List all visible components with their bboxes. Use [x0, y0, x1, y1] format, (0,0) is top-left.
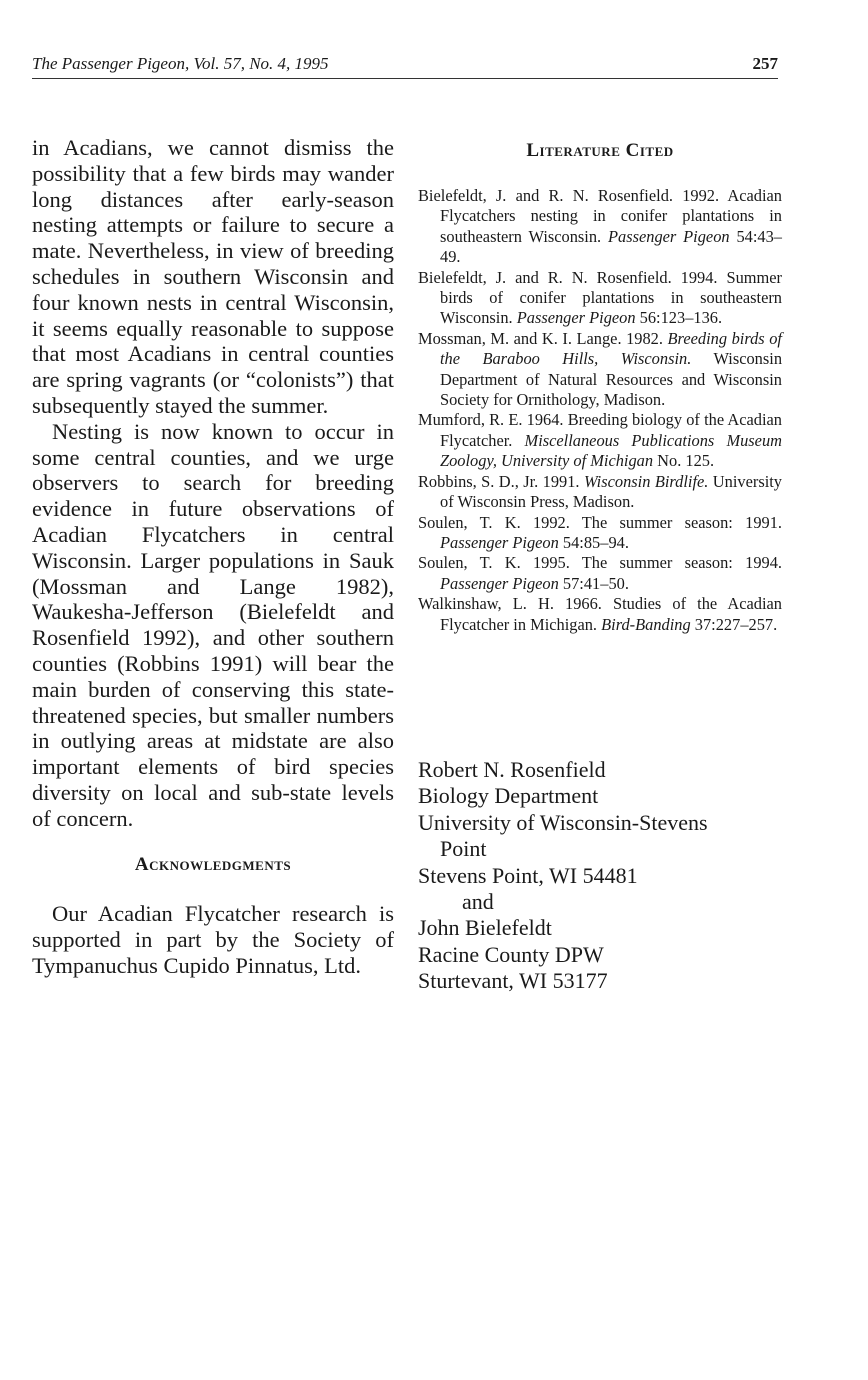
author-name: John Bielefeldt: [418, 915, 552, 941]
university: University of Wisconsin-Stevens: [418, 809, 708, 835]
reference-item: Mossman, M. and K. I. Lange. 1982. Breeding birds of the Baraboo Hills, Wisconsin. Wisconsin Department of Natural Resources and Wisconsin Society for Ornithology, Madison.: [418, 328, 783, 410]
journal-citation: The Passenger Pigeon, Vol. 57, No. 4, 1995: [32, 54, 329, 73]
author-address: [418, 757, 782, 995]
body-paragraph: in Acadians, we cannot dismiss the possibility that a few birds may wander long distances after early-season nesting attempts or failure to secure a mate. Nevertheless, in view of breeding schedules in southern Wisconsin and four known nests in central Wisconsin, it seems equally reasonable to suppose that most Acadians in central counties are spring vagrants (or “colonists”) that subsequently stayed the summer.: [32, 135, 394, 418]
reference-item: Walkinshaw, L. H. 1966. Studies of the Acadian Flycatcher in Michigan. Bird-Banding 37:227–257.: [418, 594, 782, 634]
city-state-zip: Sturtevant, WI 53177: [418, 968, 608, 994]
reference-item: Bielefeldt, J. and R. N. Rosenfield. 1992. Acadian Flycatchers nesting in conifer plantations in southeastern Wisconsin. Passenger Pigeon 54:43–49.: [418, 186, 782, 267]
organization: Racine County DPW: [418, 941, 604, 967]
reference-item: Mumford, R. E. 1964. Breeding biology of the Acadian Flycatcher. Miscellaneous Publications Museum Zoology, University of Michigan No. 125.: [418, 410, 782, 471]
right-column: [418, 140, 782, 635]
conjunction: and: [462, 889, 494, 915]
reference-item: Soulen, T. K. 1995. The summer season: 1994. Passenger Pigeon 57:41–50.: [418, 553, 782, 593]
reference-item: Robbins, S. D., Jr. 1991. Wisconsin Birdlife. University of Wisconsin Press, Madison.: [418, 471, 782, 512]
acknowledgments-heading: Acknowledgments: [134, 853, 292, 875]
city-state-zip: Stevens Point, WI 54481: [418, 862, 638, 888]
reference-list: [418, 186, 782, 635]
reference-item: Bielefeldt, J. and R. N. Rosenfield. 1994. Summer birds of conifer plantations in southeastern Wisconsin. Passenger Pigeon 56:123–136.: [418, 267, 782, 328]
reference-item: Soulen, T. K. 1992. The summer season: 1991. Passenger Pigeon 54:85–94.: [418, 512, 782, 552]
body-paragraph: Nesting is now known to occur in some central counties, and we urge observers to search for breeding evidence in future observations of Acadian Flycatchers in central Wisconsin. Larger populations in Sauk (Mossman and Lange 1982), Waukesha-Jefferson (Bielefeldt and Rosenfield 1992), and other southern counties (Robbins 1991) will bear the main burden of conserving this state-threatened species, but smaller numbers in outlying areas at midstate are also important elements of bird species diversity on local and sub-state levels of concern.: [32, 418, 394, 831]
university-continued: Point: [440, 836, 487, 862]
running-header: [32, 54, 778, 79]
left-column: [32, 135, 394, 979]
acknowledgments-text: Our Acadian Flycatcher research is supported in part by the Society of Tympanuchus Cupido Pinnatus, Ltd.: [32, 901, 394, 978]
department: Biology Department: [418, 783, 599, 809]
literature-cited-heading: Literature Cited: [526, 140, 674, 161]
page-number: 257: [752, 54, 778, 73]
author-name: Robert N. Rosenfield: [418, 757, 606, 782]
